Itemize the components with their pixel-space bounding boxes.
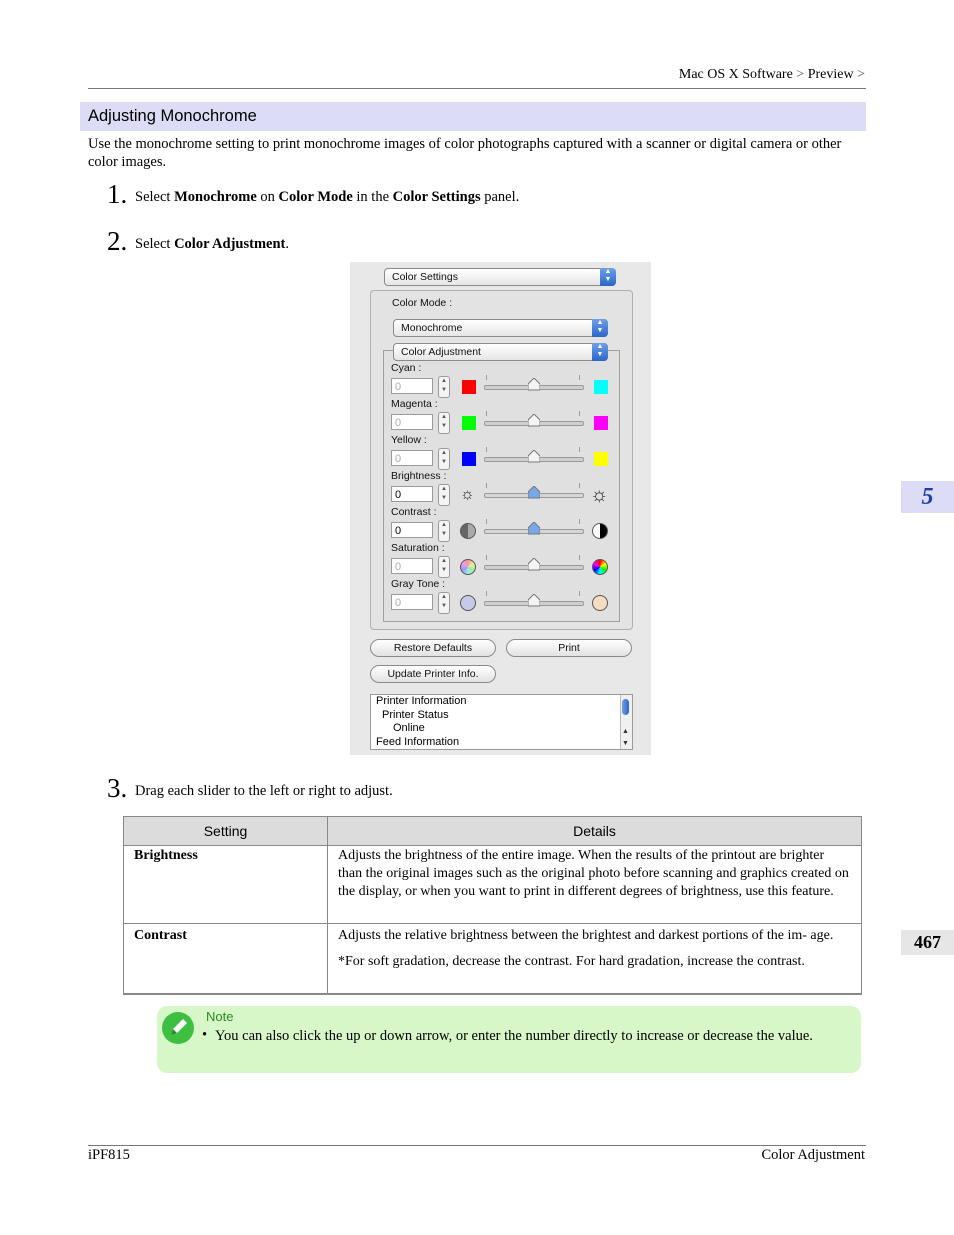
slider-label: Contrast : — [391, 506, 437, 518]
table-cell-setting — [124, 846, 328, 924]
step-text-part: panel. — [480, 189, 520, 205]
step-text-part: Select — [135, 189, 175, 205]
color-swatch-left — [462, 380, 476, 394]
step-1-text — [135, 189, 519, 206]
list-item[interactable]: Online — [393, 722, 425, 734]
step-text-part: in the — [352, 189, 393, 205]
print-button[interactable]: Print — [506, 639, 632, 657]
step-number: 3. — [107, 773, 128, 803]
list-item[interactable]: Printer Information — [376, 695, 467, 707]
scroll-down-icon[interactable]: ▼ — [622, 740, 629, 747]
graytone-warm-icon — [592, 595, 608, 611]
panel-popup-label: Color Settings — [392, 271, 458, 283]
popup-arrows-icon: ▲ ▼ — [592, 343, 608, 361]
slider-value-field[interactable]: 0 — [391, 450, 433, 466]
value-stepper[interactable]: ▲ ▼ — [438, 520, 450, 542]
setting-name: Contrast — [134, 928, 187, 943]
slider-label: Magenta : — [391, 398, 438, 410]
color-mode-value: Monochrome — [401, 322, 463, 334]
breadcrumb-separator: > — [796, 67, 805, 82]
step-text-part: Select — [135, 236, 175, 252]
color-settings-dialog — [350, 262, 651, 755]
color-mode-label: Color Mode : — [392, 297, 453, 309]
panel-popup[interactable] — [384, 268, 616, 286]
slider-knob[interactable] — [528, 594, 540, 607]
adjustment-popup-label: Color Adjustment — [401, 346, 481, 358]
slider-tick — [579, 519, 580, 524]
value-stepper[interactable]: ▲ ▼ — [438, 484, 450, 506]
color-swatch-left — [462, 416, 476, 430]
step-3-text: Drag each slider to the left or right to adjust. — [135, 783, 393, 799]
note-text: You can also click the up or down arrow, or enter the number directly to increase or decrease the value. — [215, 1028, 813, 1044]
setting-name: Brightness — [134, 848, 198, 863]
saturation-low-icon — [460, 559, 476, 575]
step-2-text — [135, 236, 289, 253]
breadcrumb-item[interactable]: Preview — [807, 67, 854, 82]
step-3 — [107, 775, 127, 802]
table-row — [124, 924, 862, 994]
step-keyword: Color Adjustment — [174, 236, 286, 252]
table-cell-details — [328, 924, 862, 994]
chapter-tab[interactable]: 5 — [901, 481, 954, 513]
page-number-tab: 467 — [901, 930, 954, 955]
slider-label: Cyan : — [391, 362, 422, 374]
value-stepper[interactable]: ▲ ▼ — [438, 448, 450, 470]
table-header: Details — [328, 817, 862, 846]
value-stepper[interactable]: ▲ ▼ — [438, 412, 450, 434]
slider-tick — [579, 555, 580, 560]
slider-value-field[interactable]: 0 — [391, 558, 433, 574]
section-title: Adjusting Monochrome — [80, 102, 866, 131]
step-keyword: Color Settings — [392, 189, 481, 205]
slider-label: Yellow : — [391, 434, 427, 446]
step-2 — [107, 228, 127, 255]
restore-defaults-button[interactable]: Restore Defaults — [370, 639, 496, 657]
header-rule — [88, 88, 866, 89]
settings-table — [123, 816, 862, 995]
slider-tick — [579, 591, 580, 596]
slider-tick — [486, 375, 487, 380]
slider-tick — [486, 447, 487, 452]
breadcrumb-item[interactable]: Mac OS X Software — [678, 67, 793, 82]
saturation-high-icon — [592, 559, 608, 575]
table-cell-details — [328, 846, 862, 924]
step-text-part: . — [285, 236, 289, 252]
printer-info-list[interactable] — [370, 694, 633, 750]
graytone-cool-icon — [460, 595, 476, 611]
slider-value-field[interactable]: 0 — [391, 414, 433, 430]
slider-knob[interactable] — [528, 522, 540, 535]
brightness-low-icon: ☼ — [460, 486, 475, 503]
details-text: Adjusts the brightness of the entire image. When the results of the printout are brighter than the original images such as the original photo before scanning and graphics created on the display, or when you want to print in different degrees of brightness, use this feature. — [338, 848, 849, 899]
breadcrumb-separator: > — [857, 67, 865, 82]
slider-tick — [486, 483, 487, 488]
step-1 — [107, 181, 127, 208]
value-stepper[interactable]: ▲ ▼ — [438, 376, 450, 398]
slider-tick — [579, 411, 580, 416]
table-row — [124, 846, 862, 924]
slider-tick — [579, 483, 580, 488]
table-header: Setting — [124, 817, 328, 846]
popup-arrows-icon: ▲ ▼ — [592, 319, 608, 337]
slider-knob[interactable] — [528, 450, 540, 463]
footer-section: Color Adjustment — [761, 1147, 865, 1163]
list-item[interactable]: Printer Status — [382, 708, 449, 721]
step-keyword: Monochrome — [174, 189, 257, 205]
table-cell-setting — [124, 924, 328, 994]
value-stepper[interactable]: ▲ ▼ — [438, 556, 450, 578]
slider-tick — [579, 375, 580, 380]
slider-value-field[interactable]: 0 — [391, 594, 433, 610]
note-bullet: • — [202, 1027, 208, 1043]
footer-rule — [88, 1145, 866, 1146]
slider-value-field[interactable]: 0 — [391, 378, 433, 394]
table-header-row — [124, 817, 862, 846]
scroll-thumb[interactable] — [622, 699, 629, 715]
slider-tick — [486, 591, 487, 596]
slider-label: Saturation : — [391, 542, 445, 554]
slider-knob[interactable] — [528, 558, 540, 571]
contrast-low-icon — [460, 523, 476, 539]
step-text-part: on — [256, 189, 279, 205]
slider-value-field[interactable]: 0 — [391, 522, 433, 538]
update-printer-info-button[interactable]: Update Printer Info. — [370, 665, 496, 683]
list-scrollbar[interactable] — [620, 695, 632, 749]
slider-tick — [579, 447, 580, 452]
note-title: Note — [206, 1009, 234, 1024]
color-swatch-right — [594, 380, 608, 394]
color-swatch-right — [594, 416, 608, 430]
details-text: Adjusts the relative brightness between the brightest and darkest portions of the im- age. — [338, 928, 834, 943]
details-text: *For soft gradation, decrease the contrast. For hard gradation, increase the contrast. — [338, 954, 805, 969]
scroll-up-icon[interactable]: ▲ — [622, 728, 629, 735]
brightness-high-icon: ☼ — [590, 484, 609, 506]
footer-model: iPF815 — [88, 1147, 130, 1163]
slider-label: Brightness : — [391, 470, 447, 482]
pencil-icon — [161, 1011, 195, 1050]
slider-knob[interactable] — [528, 414, 540, 427]
slider-tick — [486, 555, 487, 560]
list-item[interactable]: Feed Information — [376, 735, 460, 748]
value-stepper[interactable]: ▲ ▼ — [438, 592, 450, 614]
slider-knob[interactable] — [528, 378, 540, 391]
step-number: 2. — [107, 226, 128, 256]
slider-label: Gray Tone : — [391, 578, 446, 590]
slider-tick — [486, 519, 487, 524]
color-swatch-left — [462, 452, 476, 466]
slider-tick — [486, 411, 487, 416]
slider-knob[interactable] — [528, 486, 540, 499]
step-keyword: Color Mode — [278, 189, 353, 205]
breadcrumb — [679, 67, 865, 83]
contrast-high-icon — [592, 523, 608, 539]
popup-arrows-icon: ▲ ▼ — [600, 268, 616, 286]
adjustment-popup[interactable] — [393, 343, 608, 361]
slider-value-field[interactable]: 0 — [391, 486, 433, 502]
color-mode-popup[interactable] — [393, 319, 608, 337]
color-swatch-right — [594, 452, 608, 466]
step-number: 1. — [107, 179, 128, 209]
intro-paragraph: Use the monochrome setting to print monochrome images of color photographs captured with a scanner or digital camera or other color images. — [88, 136, 842, 170]
